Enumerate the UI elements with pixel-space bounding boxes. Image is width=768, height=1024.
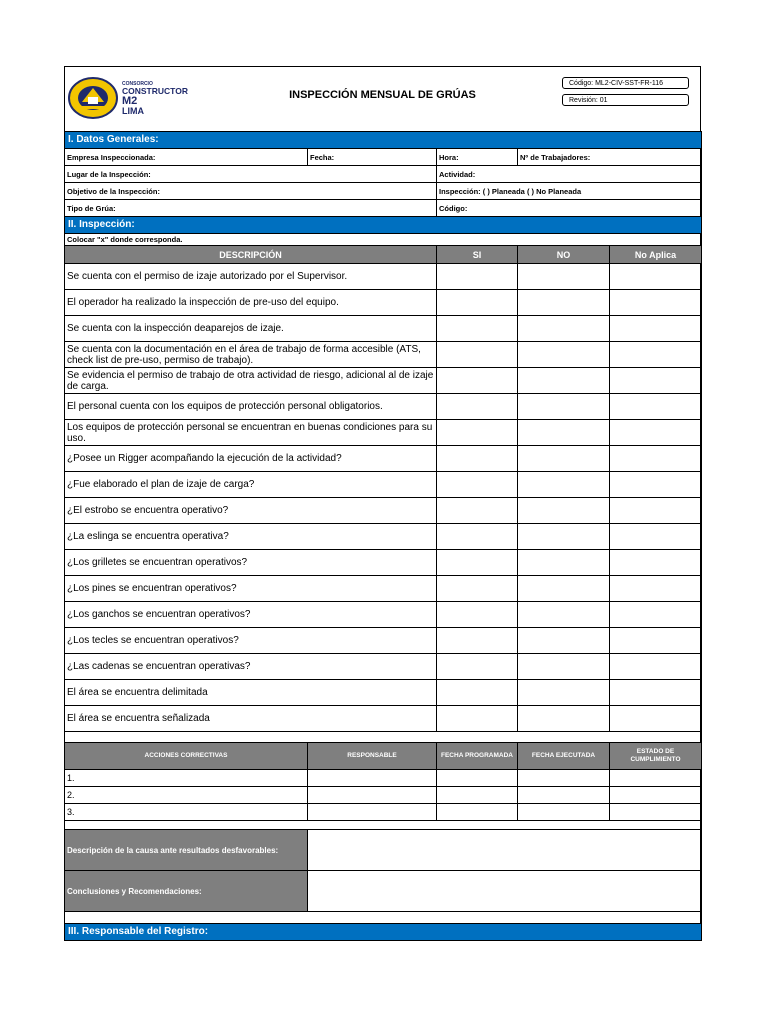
answer-no-aplica-cell[interactable]: [610, 342, 702, 368]
cause-description-field[interactable]: [308, 830, 702, 871]
activity-field[interactable]: Actividad:: [437, 166, 702, 183]
date-field[interactable]: Fecha:: [308, 149, 437, 166]
inspection-row: [65, 420, 702, 446]
answer-si-cell[interactable]: [437, 472, 518, 498]
answer-no-cell[interactable]: [518, 654, 610, 680]
answer-no-cell[interactable]: [518, 524, 610, 550]
spacer-row: [65, 912, 702, 924]
inspection-items: [65, 264, 702, 732]
logo-text: CONSORCIO CONSTRUCTOR M2 LIMA: [122, 81, 188, 116]
inspection-row: [65, 394, 702, 420]
action-row: [65, 804, 702, 821]
action-rows: [65, 770, 702, 821]
answer-si-cell[interactable]: [437, 316, 518, 342]
answer-no-aplica-cell[interactable]: [610, 446, 702, 472]
inspection-row: [65, 576, 702, 602]
inspection-question: Se cuenta con la documentación en el área de trabajo de forma accesible (ATS, check list de pre-uso, permiso de trabajo).: [65, 342, 437, 368]
answer-no-aplica-cell[interactable]: [610, 420, 702, 446]
answer-no-cell[interactable]: [518, 368, 610, 394]
action-number-cell[interactable]: 2.: [65, 787, 308, 804]
answer-si-cell[interactable]: [437, 602, 518, 628]
answer-no-cell[interactable]: [518, 290, 610, 316]
company-logo: [68, 75, 198, 123]
instruction-text: Colocar "x" donde corresponda.: [65, 234, 702, 246]
section-responsible-title: III. Responsable del Registro:: [65, 924, 702, 941]
corrective-actions-table: [64, 742, 702, 941]
column-no: NO: [518, 246, 610, 264]
action-fecha-programada-cell[interactable]: [437, 804, 518, 821]
action-row: [65, 770, 702, 787]
inspection-row: [65, 446, 702, 472]
document-code: Código: ML2-CIV-SST-FR-116: [562, 77, 689, 89]
inspection-question: El área se encuentra señalizada: [65, 706, 437, 732]
answer-no-aplica-cell[interactable]: [610, 394, 702, 420]
inspection-row: [65, 342, 702, 368]
action-row: [65, 787, 702, 804]
action-fecha-programada-cell[interactable]: [437, 770, 518, 787]
answer-si-cell[interactable]: [437, 420, 518, 446]
column-fecha-programada: FECHA PROGRAMADA: [437, 743, 518, 770]
answer-si-cell[interactable]: [437, 394, 518, 420]
inspection-question: ¿Los ganchos se encuentran operativos?: [65, 602, 437, 628]
inspection-question: ¿Posee un Rigger acompañando la ejecución de la actividad?: [65, 446, 437, 472]
answer-no-aplica-cell[interactable]: [610, 316, 702, 342]
inspection-row: [65, 290, 702, 316]
answer-no-aplica-cell[interactable]: [610, 290, 702, 316]
inspection-question: ¿La eslinga se encuentra operativa?: [65, 524, 437, 550]
inspection-question: ¿Los pines se encuentran operativos?: [65, 576, 437, 602]
conclusions-field[interactable]: [308, 871, 702, 912]
answer-si-cell[interactable]: [437, 446, 518, 472]
inspection-type-field[interactable]: Inspección: ( ) Planeada ( ) No Planeada: [437, 183, 702, 200]
inspection-row: [65, 628, 702, 654]
company-field[interactable]: Empresa Inspeccionada:: [65, 149, 308, 166]
general-data-table: [64, 131, 702, 217]
answer-no-cell[interactable]: [518, 576, 610, 602]
column-responsable: RESPONSABLE: [308, 743, 437, 770]
answer-no-aplica-cell[interactable]: [610, 472, 702, 498]
inspection-question: ¿Las cadenas se encuentran operativas?: [65, 654, 437, 680]
answer-si-cell[interactable]: [437, 290, 518, 316]
answer-no-aplica-cell[interactable]: [610, 706, 702, 732]
answer-no-cell[interactable]: [518, 680, 610, 706]
inspection-question: Los equipos de protección personal se encuentran en buenas condiciones para su uso.: [65, 420, 437, 446]
spacer-row: [65, 821, 702, 830]
answer-no-cell[interactable]: [518, 446, 610, 472]
inspection-row: [65, 472, 702, 498]
column-acciones: ACCIONES CORRECTIVAS: [65, 743, 308, 770]
inspection-row: [65, 654, 702, 680]
inspection-table: [64, 216, 702, 744]
inspection-row: [65, 316, 702, 342]
answer-no-aplica-cell[interactable]: [610, 368, 702, 394]
document-title: INSPECCIÓN MENSUAL DE GRÚAS: [289, 89, 476, 101]
answer-si-cell[interactable]: [437, 550, 518, 576]
inspection-row: [65, 550, 702, 576]
action-estado-cell[interactable]: [610, 787, 702, 804]
document-revision: Revisión: 01: [562, 94, 689, 106]
section-inspection-title: II. Inspección:: [65, 217, 702, 234]
answer-no-aplica-cell[interactable]: [610, 628, 702, 654]
answer-no-aplica-cell[interactable]: [610, 498, 702, 524]
section-general-data-title: I. Datos Generales:: [65, 132, 702, 149]
inspection-question: ¿Los grilletes se encuentran operativos?: [65, 550, 437, 576]
location-field[interactable]: Lugar de la Inspección:: [65, 166, 437, 183]
inspection-question: ¿Fue elaborado el plan de izaje de carga?: [65, 472, 437, 498]
answer-si-cell[interactable]: [437, 706, 518, 732]
answer-si-cell[interactable]: [437, 576, 518, 602]
answer-no-aplica-cell[interactable]: [610, 550, 702, 576]
workers-field[interactable]: Nº de Trabajadores:: [518, 149, 702, 166]
inspection-row: [65, 680, 702, 706]
column-no-aplica: No Aplica: [610, 246, 702, 264]
column-estado: ESTADO DE CUMPLIMIENTO: [610, 743, 702, 770]
column-fecha-ejecutada: FECHA EJECUTADA: [518, 743, 610, 770]
inspection-question: El operador ha realizado la inspección de pre-uso del equipo.: [65, 290, 437, 316]
answer-no-aplica-cell[interactable]: [610, 264, 702, 290]
answer-no-aplica-cell[interactable]: [610, 524, 702, 550]
answer-no-cell[interactable]: [518, 628, 610, 654]
action-fecha-programada-cell[interactable]: [437, 787, 518, 804]
answer-no-aplica-cell[interactable]: [610, 654, 702, 680]
inspection-question: Se cuenta con el permiso de izaje autorizado por el Supervisor.: [65, 264, 437, 290]
action-fecha-ejecutada-cell[interactable]: [518, 787, 610, 804]
answer-no-aplica-cell[interactable]: [610, 576, 702, 602]
answer-no-cell[interactable]: [518, 550, 610, 576]
answer-no-cell[interactable]: [518, 394, 610, 420]
inspection-row: [65, 602, 702, 628]
answer-no-aplica-cell[interactable]: [610, 602, 702, 628]
crane-type-field[interactable]: Tipo de Grúa:: [65, 200, 437, 217]
code-field[interactable]: Código:: [437, 200, 702, 217]
inspection-row: [65, 498, 702, 524]
answer-si-cell[interactable]: [437, 264, 518, 290]
answer-no-cell[interactable]: [518, 472, 610, 498]
answer-si-cell[interactable]: [437, 368, 518, 394]
answer-no-cell[interactable]: [518, 264, 610, 290]
action-responsable-cell[interactable]: [308, 770, 437, 787]
answer-no-cell[interactable]: [518, 498, 610, 524]
action-number-cell[interactable]: 3.: [65, 804, 308, 821]
answer-si-cell[interactable]: [437, 524, 518, 550]
action-responsable-cell[interactable]: [308, 804, 437, 821]
answer-no-cell[interactable]: [518, 706, 610, 732]
inspection-question: Se cuenta con la inspección deaparejos de izaje.: [65, 316, 437, 342]
time-field[interactable]: Hora:: [437, 149, 518, 166]
form-header: [65, 67, 700, 131]
answer-no-cell[interactable]: [518, 316, 610, 342]
answer-no-cell[interactable]: [518, 602, 610, 628]
action-responsable-cell[interactable]: [308, 787, 437, 804]
inspection-row: [65, 264, 702, 290]
column-descripcion: DESCRIPCIÓN: [65, 246, 437, 264]
action-estado-cell[interactable]: [610, 804, 702, 821]
action-number-cell[interactable]: 1.: [65, 770, 308, 787]
answer-si-cell[interactable]: [437, 654, 518, 680]
conclusions-label: Conclusiones y Recomendaciones:: [65, 871, 308, 912]
inspection-question: El personal cuenta con los equipos de protección personal obligatorios.: [65, 394, 437, 420]
answer-si-cell[interactable]: [437, 498, 518, 524]
answer-no-aplica-cell[interactable]: [610, 680, 702, 706]
answer-si-cell[interactable]: [437, 680, 518, 706]
action-estado-cell[interactable]: [610, 770, 702, 787]
cause-description-label: Descripción de la causa ante resultados desfavorables:: [65, 830, 308, 871]
action-fecha-ejecutada-cell[interactable]: [518, 804, 610, 821]
inspection-row: [65, 368, 702, 394]
inspection-question: ¿El estrobo se encuentra operativo?: [65, 498, 437, 524]
inspection-form: [64, 66, 701, 938]
inspection-row: [65, 524, 702, 550]
answer-si-cell[interactable]: [437, 628, 518, 654]
inspection-question: ¿Los tecles se encuentran operativos?: [65, 628, 437, 654]
inspection-row: [65, 706, 702, 732]
inspection-question: El área se encuentra delimitada: [65, 680, 437, 706]
answer-si-cell[interactable]: [437, 342, 518, 368]
column-si: SI: [437, 246, 518, 264]
answer-no-cell[interactable]: [518, 420, 610, 446]
inspection-question: Se evidencia el permiso de trabajo de otra actividad de riesgo, adicional al de izaje de carga.: [65, 368, 437, 394]
action-fecha-ejecutada-cell[interactable]: [518, 770, 610, 787]
objective-field[interactable]: Objetivo de la Inspección:: [65, 183, 437, 200]
answer-no-cell[interactable]: [518, 342, 610, 368]
